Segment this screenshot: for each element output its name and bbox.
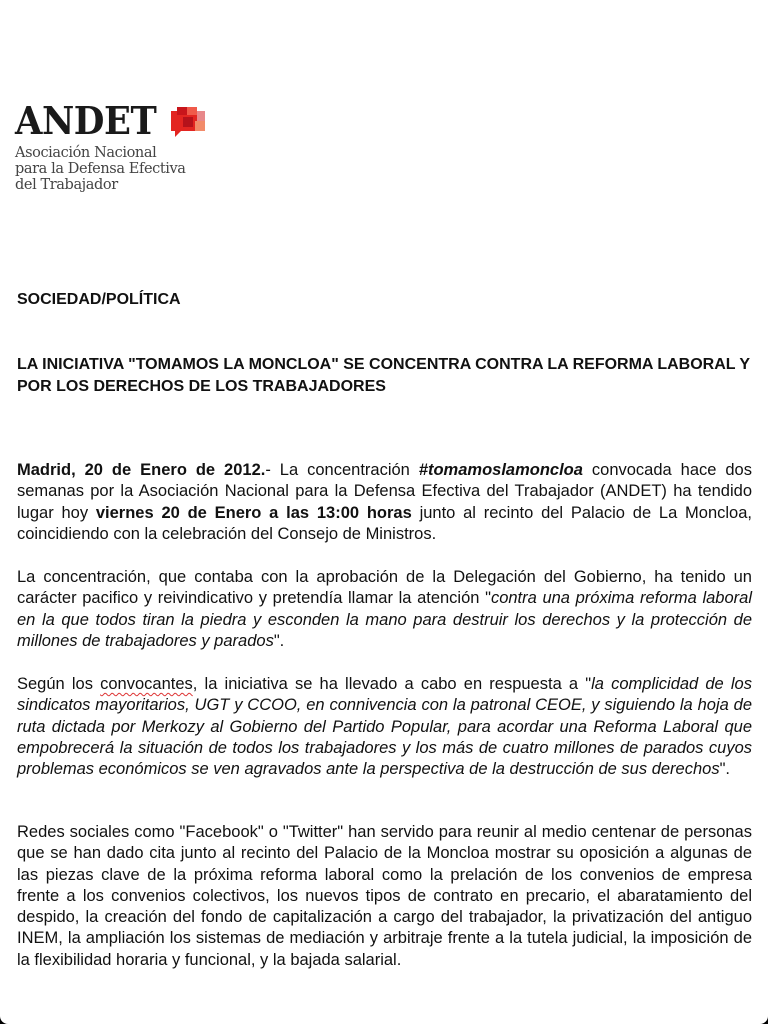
text: - La concentración xyxy=(265,461,419,479)
text: , la iniciativa se ha llevado a cabo en respuesta a " xyxy=(192,675,592,693)
logo-subtitle-line: Asociación Nacional xyxy=(15,145,157,161)
headline: LA INICIATIVA "TOMAMOS LA MONCLOA" SE CONCENTRA CONTRA LA REFORMA LABORAL Y POR LOS DERECHOS DE LOS TRABAJADORES xyxy=(17,356,750,395)
logo-subtitle-line: para la Defensa Efectiva xyxy=(15,161,186,177)
text: ". xyxy=(719,760,731,779)
speech-bubble-logo-icon xyxy=(171,107,205,137)
text: junto al recinto del Palacio de La Moncloa, coincidiendo con la celebración del Consejo de Ministros. xyxy=(17,503,752,543)
andet-logo xyxy=(15,98,215,196)
spellcheck-flagged-word[interactable]: convocantes xyxy=(100,675,193,693)
text: Según los xyxy=(17,675,101,693)
section-label: SOCIEDAD/POLÍTICA xyxy=(17,291,181,308)
logo-wordmark: ANDET xyxy=(15,98,157,143)
text: La concentración, que contaba con la aprobación de la Delegación del Gobierno, ha tenido un carácter pacifico y reivindicativo y pretendía llamar la atención " xyxy=(17,568,752,608)
paragraph-2 xyxy=(17,567,752,652)
text: convocada hace dos semanas por la Asociación Nacional para la Defensa Efectiva del Trabajador (ANDET) ha tendido lugar hoy xyxy=(17,461,752,522)
event-time: viernes 20 de Enero a las 13:00 horas xyxy=(95,503,412,522)
text: Redes sociales como "Facebook" o "Twitter" han servido para reunir al medio centenar de personas que se han dado cita junto al recinto del Palacio de la Moncloa mostrar su oposición a algunas de las piezas clave de la próxima reforma laboral como la prelación de los convenios de empresa frente a los convenios colectivos, los nuevos tipos de contrato en precario, el abaratamiento del despido, la creación del fondo de capitalización a cargo del trabajador, la privatización del antiguo INEM, la ampliación los sistemas de mediación y arbitraje frente a la tutela judicial, la imposición de la flexibilidad horaria y funcional, y la bajada salarial. xyxy=(17,823,752,969)
paragraph-4 xyxy=(17,822,752,971)
quote: contra una próxima reforma laboral en la que todos tiran la piedra y esconden la mano para destruir los derechos y la protección de millones de trabajadores y parados xyxy=(17,589,752,650)
logo-subtitle-line: del Trabajador xyxy=(15,177,118,193)
quote: la complicidad de los sindicatos mayoritarios, UGT y CCOO, en connivencia con la patronal CEOE, y siguiendo la hoja de ruta dictada por Merkozy al Gobierno del Partido Popular, para acordar una Reforma Laboral que empobrecerá la situación de todos los trabajadores y los más de cuatro millones de parados cuyos problemas económicos se ven agravados ante la perspectiva de la destrucción de sus derechos xyxy=(17,675,752,779)
paragraph-1 xyxy=(17,460,752,545)
hashtag: #tomamoslamoncloa xyxy=(418,461,583,479)
dateline: Madrid, 20 de Enero de 2012. xyxy=(17,461,266,479)
text: ". xyxy=(273,631,285,650)
logo-subtitle xyxy=(15,145,186,193)
paragraph-3 xyxy=(17,674,752,780)
